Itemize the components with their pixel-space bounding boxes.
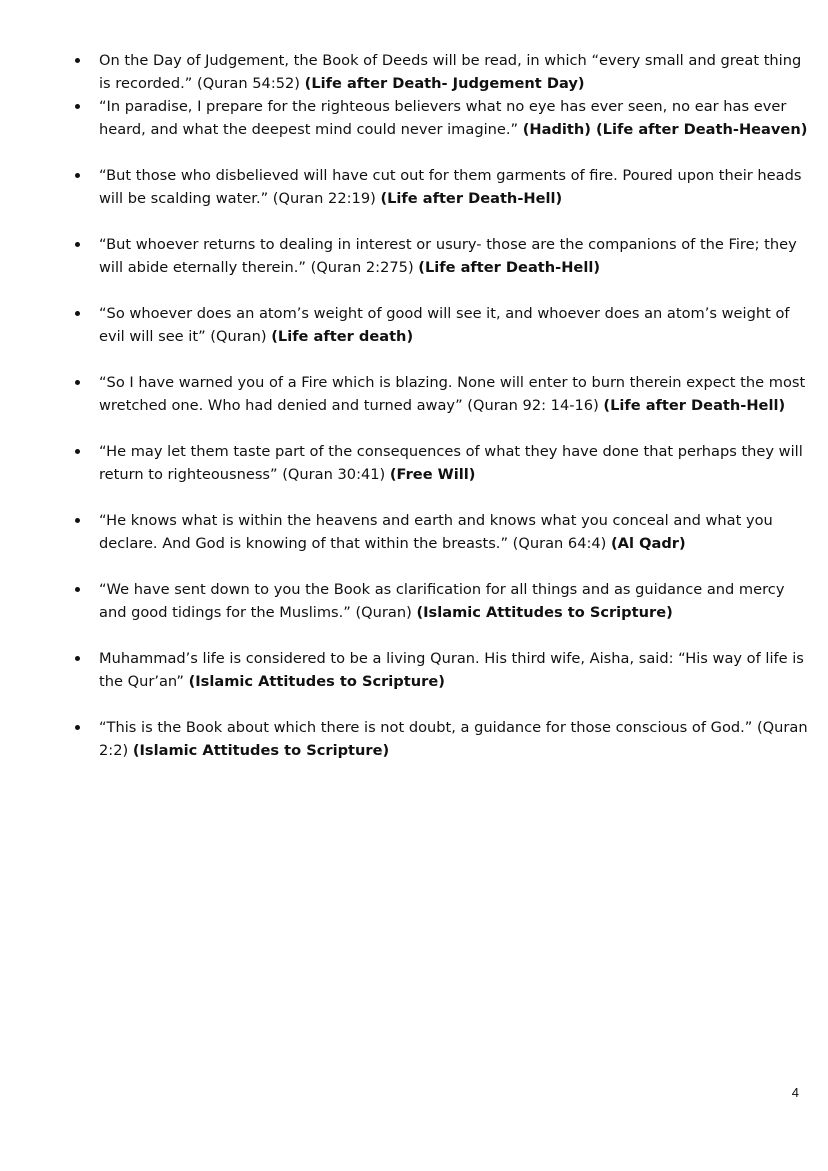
list-item <box>60 647 808 693</box>
quote-list <box>60 49 808 785</box>
list-item <box>60 302 808 348</box>
quote-text: “In paradise, I prepare for the righteous believers what no eye has ever seen, no ear has ever heard, and what the deepest mind could never imagine.” <box>99 98 787 138</box>
topic-tag: (Life after Death-Hell) <box>603 397 786 414</box>
topic-tag: (Islamic Attitudes to Scripture) <box>188 673 445 690</box>
quote-text: “But those who disbelieved will have cut out for them garments of fire. Poured upon their heads will be scalding water.” (Quran 22:19) <box>99 167 802 207</box>
list-item <box>60 371 808 417</box>
list-item <box>60 49 808 95</box>
list-item <box>60 95 808 141</box>
topic-tag: (Islamic Attitudes to Scripture) <box>416 604 673 621</box>
quote-text: Muhammad’s life is considered to be a living Quran. His third wife, Aisha, said: “His way of life is the Qur’an” <box>99 650 804 690</box>
topic-tag: (Free Will) <box>389 466 476 483</box>
quote-text: “We have sent down to you the Book as clarification for all things and as guidance and mercy and good tidings for the Muslims.” (Quran) <box>99 581 785 621</box>
bullet-icon <box>75 173 80 178</box>
bullet-icon <box>75 656 80 661</box>
list-item <box>60 716 808 762</box>
topic-tag: (Hadith) (Life after Death-Heaven) <box>522 121 808 138</box>
bullet-icon <box>75 518 80 523</box>
bullet-icon <box>75 104 80 109</box>
list-item <box>60 233 808 279</box>
bullet-icon <box>75 587 80 592</box>
bullet-icon <box>75 725 80 730</box>
bullet-icon <box>75 449 80 454</box>
quote-text: “This is the Book about which there is not doubt, a guidance for those conscious of God.” (Quran 2:2) <box>99 719 808 759</box>
quote-text: “He may let them taste part of the consequences of what they have done that perhaps they will return to righteousness” (Quran 30:41) <box>99 443 803 483</box>
quote-text: On the Day of Judgement, the Book of Deeds will be read, in which “every small and great thing is recorded.” (Quran 54:52) <box>99 52 802 92</box>
list-item <box>60 578 808 624</box>
topic-tag: (Life after Death-Hell) <box>418 259 600 276</box>
list-item <box>60 440 808 486</box>
topic-tag: (Life after Death- Judgement Day) <box>304 75 585 92</box>
page-number: 4 <box>791 1085 799 1100</box>
quote-text: “So whoever does an atom’s weight of good will see it, and whoever does an atom’s weight of evil will see it” (Quran) <box>99 305 790 345</box>
topic-tag: (Al Qadr) <box>611 535 686 552</box>
bullet-icon <box>75 242 80 247</box>
topic-tag: (Life after Death-Hell) <box>380 190 563 207</box>
list-item <box>60 509 808 555</box>
quote-text: “He knows what is within the heavens and earth and knows what you conceal and what you declare. And God is knowing of that within the breasts.” (Quran 64:4) <box>99 512 773 552</box>
quote-text: “So I have warned you of a Fire which is blazing. None will enter to burn therein expect the most wretched one. Who had denied and turned away” (Quran 92: 14-16) <box>99 374 806 414</box>
bullet-icon <box>75 380 80 385</box>
topic-tag: (Life after death) <box>271 328 414 345</box>
bullet-icon <box>75 58 80 63</box>
list-item <box>60 164 808 210</box>
bullet-icon <box>75 311 80 316</box>
topic-tag: (Islamic Attitudes to Scripture) <box>132 742 390 759</box>
quote-text: “But whoever returns to dealing in interest or usury- those are the companions of the Fire; they will abide eternally therein.” (Quran 2:275) <box>99 236 797 276</box>
